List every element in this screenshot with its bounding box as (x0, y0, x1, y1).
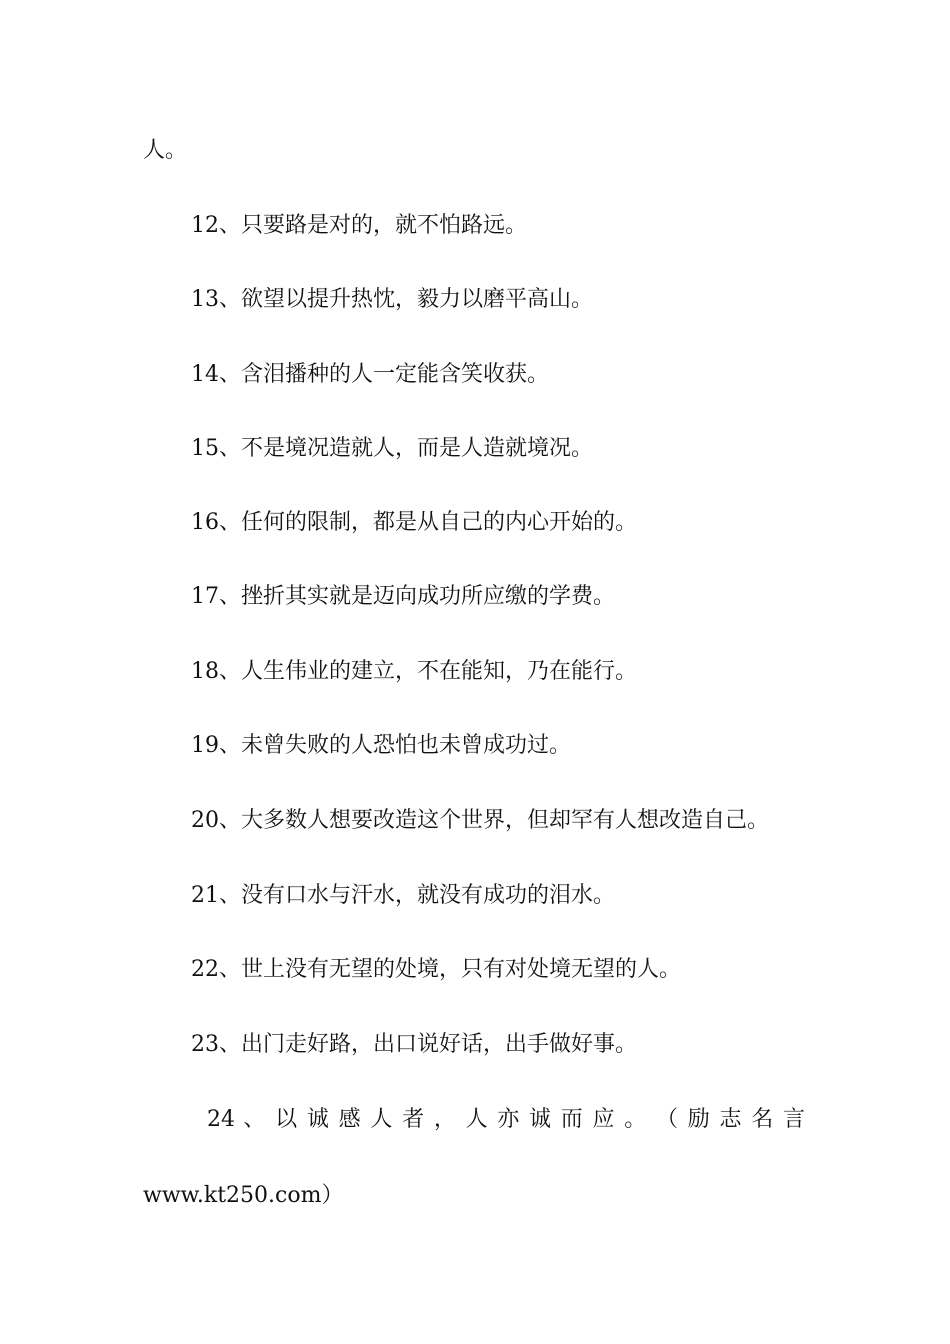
continuation-line: 人。 (143, 138, 188, 163)
list-item: 16、任何的限制，都是从自己的内心开始的。 (191, 510, 637, 535)
list-item: 22、世上没有无望的处境，只有对处境无望的人。 (191, 957, 681, 982)
list-item: 19、未曾失败的人恐怕也未曾成功过。 (191, 733, 571, 758)
list-item: 15、不是境况造就人，而是人造就境况。 (191, 436, 593, 461)
list-item: 17、挫折其实就是迈向成功所应缴的学费。 (191, 584, 615, 609)
list-item: 12、只要路是对的，就不怕路远。 (191, 213, 527, 238)
list-item: 20、大多数人想要改造这个世界，但却罕有人想改造自己。 (191, 808, 769, 833)
list-item: 23、出门走好路，出口说好话，出手做好事。 (191, 1032, 637, 1057)
list-item: 21、没有口水与汗水，就没有成功的泪水。 (191, 883, 615, 908)
last-item-line-2: www.kt250.com） (143, 1183, 344, 1208)
list-item: 14、含泪播种的人一定能含笑收获。 (191, 362, 549, 387)
list-item: 13、欲望以提升热忱，毅力以磨平高山。 (191, 287, 593, 312)
list-item: 18、人生伟业的建立，不在能知，乃在能行。 (191, 659, 637, 684)
last-item-line-1: 24 、 以 诚 感 人 者 ， 人 亦 诚 而 应 。 （ 励 志 名 言 (207, 1107, 805, 1132)
